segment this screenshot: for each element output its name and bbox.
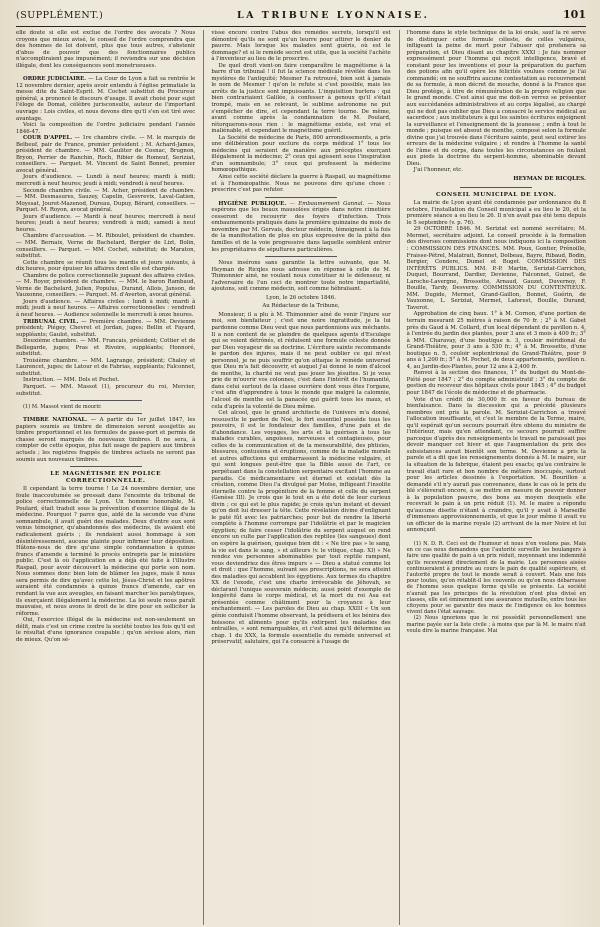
column-2 [203,30,390,925]
section-heading: HYGIÈNE PUBLIQUE. [218,200,287,207]
article-text: De quel droit vient-on faire comparaître le magnétisme à la barre d'un tribunal ! il fut la science médicale révélée dans les mystères de l'antiquité; Mesmer l'a retrouvé, bien soit à jamais le nom de Mesmer ! qu'on le refute si c'est possible, mais les arrêts de la justice sont impuissants. L'inquisition hurlera : qui bien contrariaient Galilée, à confesser à genoux qu'il s'était trompé, mais en se relevant, le sublime astronome ne put s'empêcher de dire, et cependant la terre tourne. De même, avant comme après la condamnation de M. Poulard, rétorquerons-nous rien : le magnétisme existe, est vrai et inaliénable, et cependant le magnétisme guérit. [211,62,391,135]
article-text: Troisième chambre. — MM. Lagrange, président; Chaley et Laurencet, juges; de Latour et de Fabrias, suppléants; Falconnet, substitut. [16,357,196,377]
article-text: 29 OCTOBRE 1846. M. Seriziat est nommé secrétaire; M. Mermet, secrétaire adjoint. Le conseil procède à la formation des diverses commissions dont nous indiquons ici la composition : COMMISSION DES FINANCES. MM. Poux, Gontier, Prénoille, Fraisse-Pétrel, Malatrait, Bonnet, Dolbeau, Bayre, Ribaud, Bodin, Bergier, Condere, Dumel et Buget. COMMISSION DES INTÉRÊTS PUBLICS. MM. P.-P. Martin, Seriziat-Carrichon, Duquet, Bourrand, Dardier, Devienne, Falconnet, Guinet, de Laroche-Lavergne, Brossette, Arnaud, Gauzet, Duvernoy, F. Bouille, Tardy, Desverny. COMMISSION DU CONTENTIEUX. MM. Dugide, Mermet, Grand-Gaillon, Bonnet, Guérin, de Vauxonne, L. Seriziat, Mermet, Laforest, Bouille, Durand, Taverot. [406,226,586,311]
footnote: (1) N. D. R. Ceci est de l'humour et nous n'en voulons pas. Mais en ce cas nous demandons que l'autorité surveille les boulangers à faire une qualité de pain à un prix réduit, moyennant une indemnité qu'ils recevraient directement de la mairie. Les personnes aisées continueraient à prendre au cours le pain de qualité supérieure, et l'autorité propre de tout le monde serait à couvert. Mais une fois pour toutes, qu'on rétablit-il les couvents ou qu'on nous débarrasse de l'homme sous quelque forme qu'elle se présente. La société n'aurait pas les principes de la révolution n'ont plus divisé en classes, elle est éminemment une assurance mutuelle, entre tous les citoyens pour se garantir des maux de l'indigence où les hommes vivent dans l'état sauvage. [406,541,586,616]
article-text: Il cependant la terre tourne ! Le 24 novembre dernier, une foule inaccoutumée se pressait dans l'enceinte du tribunal de police correctionnelle de Lyon. Un homme honorable, M. Poulard, était traduit sous la prévention d'exercice illégal de la médecine. Pourquoi ? parce que, aidé de la seconde vue d'une somnambule, il avait guéri des malades. Deux d'entre eux sont venus témoigner, qu'abandonnés des médecins, ils avaient été radicalement guéris ; ils rendaient aussi hommage à son désintéressement, aucune plainte pour infirmer leur déposition. Hâtons-nous de dire qu'une simple condamnation à quinze francs d'amende a terminé le procès entrepris par le ministère public. C'est là où l'application en a déjà été faite à l'illustre Raspail, pour avoir découvert la médecine qui porte son nom. Nous sommes donc bien loin de blâmer les juges, mais il nous sera permis de dire qu'avec cette loi, Jésus-Christ et les apôtres auraient été condamnés à quinze francs d'amende, car en rendant la vue aux aveugles, en faisant marcher les paralytiques, ils exerçaient illégalement la médecine. La loi seule nous paraît mauvaise, et nous avons le droit de le dire pour en solliciter la réforme. [16,486,196,617]
article-text: Jours d'audience. — Mardi à neuf heures; mercredi à neuf heures; jeudi à neuf heures; vendredi à midi; samedi à neuf heures. [16,213,196,233]
page-number: 101 [563,8,586,21]
article-text: La Société de médecine de Paris, 800 arrondissements, a pris une délibération pour exclure du corps médical 1° tous les médecins qui seraient de manière aux préceptes exerçant illégalement la médecine; 2° ceux qui agissent sous l'inspiration d'un somnambule; 3° ceux qui professent la médecine homœopathique. [211,134,391,174]
section-heading: ORDRE JUDICIAIRE. [23,76,87,83]
article-text: Ainsi cette société déclare la guerre à Raspail, au magnétisme et à l'homœopathie. Nous ne pouvons dire qu'une chose : prescrire c'est pas refuter. [211,174,391,194]
article-paragraph [16,76,195,122]
article-text: Cette chambre se réunit tous les mardis et jours suivants, à dix heures, pour épuiser les affaires dont elle est chargée. [16,259,196,273]
article-text: Seconde chambre civile. — M. Acher, président de chambre. — MM. Desmasures, Sauzey, Capelin, Gesvrevix, Laval-Gatien, Moyssat, Jouret-Mazenod, Dureau, Dupuy, Bérard, conseillers. — Parquet. M. Royon, avocat général. [16,187,196,214]
article-paragraph [16,417,195,463]
article-text: Nous insérons sans garantie la lettre suivante, que M. Heyman de Ricqles nous adresse en réponse à celle de M. Thimonnier ainé, ne voulant nous constituer ni le défenseur, ni l'adversaire de l'un ceci de montrer toute notre impartialité, ajoutons, soit comme médecin, soit comme hébraïsant. [211,260,391,293]
section-heading: CONSEIL MUNICIPAL DE LYON. [436,191,557,198]
newspaper-title: LA TRIBUNE LYONNAISE. [236,10,430,21]
page-header [16,8,586,27]
article-text: Parquet. — MM. Massot (1), procureur du roi, Mercier, substitut. [16,383,196,397]
divider [70,72,142,73]
column-3 [399,30,586,925]
article-text: Deuxième chambre. — MM. Francais, président; Cottier et de Bellegarde, juges; Pras et Rivoire, suppléants; Honnoré, substitut. [16,338,196,358]
article-text: Cet alcool, que le grand architecte de l'univers m'a donné, ressuscite le pardon de Noé, le fort essentiel possède tous les pouvoirs, il est le fondateur des familles, d'une paix et de d'abondance. Les voyages, les arts et la guérison à tous les malades curables, angoisses, nerveuses et contagieuses, pour celles de la communication et de la mensurabilité, des phtisies, blessures, contusions et éruptions, comme de la maladie morale et autres affections qui embarrassent la médecine vulgaire, et qui sont longues peut-être que la Bible aussi de l'art, ce perpétuant dans la constellation serpentaire excitant l'homme au paradis. Ce médicamentaire est éternel et existait dès la création, comme Dieu l'a divulgué par Moïse, infligeant l'insolite éternelle contre la progéniture de la femme et celle du serpent (Genèse III). Je crois que le tout en a été doté de leur curieux divin ; ce qui est le plus rapide; je crois qu'un instant et devant qu'on doit lui dresser la tête. Cette révélation divine d'enlignant le paté fût avec les patriarches; pour but de rendre la liberté complète à l'homme corrompu par l'idolâtrie et par le magicien égyptien; de faire cesser l'idolâtrie du serpent auquel on rend encore un culte par l'application des reptiles (les sangsues) dont on espère la guérison, quoique bien dit : « Ne tire pas » le sang, la vie est dans le sang, » et ailleurs (v. le vitique, chap. XI) « Ne rendez vos personnes abominables par tout reptile rampant, vous deviendriez des êtres impurs » — Dieu a statué comme loi et droit : que l'homme, suivant ses prescriptions, ne sera atteint des maladies qui accablent les égyptiens. Aux termes du chapitre XX de l'exode, c'est une charte irrévocable de Jéhovah, se déclarant l'unique souverain médecin; aussi point d'exemple de longévité dans le corps médical, et la mort du roi Asa est présentée comme châtiment pour la croyance à leur enchantement. — Les paroles de Dieu au chap. XXIII « Un son génie conduisit l'homme observant, la prédisera et les bénira des boissons et aliments pour qu'ils extirpent les maladies des entrailles, » sont remarquables, et c'est ainsi qu'il détermine au chap. 1 du XXX, la formule essentielle du remède universel et préservatif, salutaire, qui l'a consacré à l'usage de [211,410,391,646]
supplement-label: (SUPPLÉMENT.) [16,10,104,21]
letter-date: Lyon, le 26 octobre 1846. [266,294,336,301]
section-heading: LE MAGNÉTISME EN POLICE CORRECTIONNELLE. [50,471,162,484]
divider [70,400,142,401]
divider [265,256,337,257]
article-text: Oui, l'exercice illégal de la médecine est non-seulement un délit, mais c'est un crime contre la société toutes les fois qu'il est le résultat d'une ignorance coupable ; qu'on sévisse alors, rien de mieux. Qu'on sé- [16,617,196,643]
footnote: (2) Nous ignorions que le roi possédât personnellement une marine payée sur la liste civile ; à moins que par là M. le maire n'ait voulu dire la marine française. Mai [406,615,586,634]
article-text: Voici la composition de l'ordre judiciaire pendant l'année 1846-47. [16,122,196,135]
article-text: l'homme dans le style technique de la loi orale, sauf la ré serve de distinguer cette formule céleste, de celles vulgaires, infligeant la peine de mort pour l'abuser qui profanera sa préparation, et Dieu disant au chapitre XXXI : Je fais nommer expressément pour l'homme qui reçoit intelligence, bravé et constant pour les inventions et pour la préparation du parfum des potions afin qu'il opère les félicités voulues comme je l'ai commandé; on ne souffrira aucune contestation au recouvrement de sa formule, à mon décret de mouche, donné à la France que Dieu protège, à titre de rémunération de la propre religion que le grand monde. C'est ainsi que me doit-on verrez se présenter aux succédanées administratives et au corps légalisé, au chargé qui ne doit pas oublier que Dieu a consacré le service médical au sacerdoce ; aux instituteurs à qui les saintes écritures enjoignent la surveillance et l'enseignement de la jeunesse ; enfin à tout le monde ; puisque est absout de menthe, composé selon la formule divine que j'ai trouvée dans l'écriture sainte, peut seul extirer les erreurs de la médecine vulgaire ; et rendre à l'homme la santé de l'âme et du corps, dans toutes les circonstances on foulant aux pieds la doctrine du serpent-homme, abominable devant Dieu. [406,30,586,167]
footnote: (1) M. Massot vient de mourir. [23,404,102,411]
article-text: Chambre de police correctionnelle jugeant des affaires civiles. — M. Royer, président de chambre. — MM. le baron Rambaud, Verne de Bachelard, Julien, Populus, Durand, Allois, Janson, de Vauxonne, conseillers. — Parquet. M. d'Averton, avocat général. [16,272,196,299]
article-text: Renvoi à la section des finances, 1° du budget du Mont-de-Piété pour 1847 ; 2° du compte administratif ; 3° du compte de gestion du receveur des hôpitaux civils pour 1845 ; 4° du budget pour 1847 de l'école de médecine et de pharmacie. [406,370,586,396]
article-text: J'ai l'honneur, etc. [413,167,463,174]
text-columns [16,30,586,925]
article-text: — Première chambre. — MM. Devienne président; Piégey, Chevret et Jordan, juges; Bellin et Fayard, suppléants; Gaulot, substitut. [16,318,196,338]
section-heading: TRIBUNAL CIVIL. [23,318,79,325]
article-paragraph [16,319,195,339]
letter-signature: HEYMAN DE RICQLES. [513,176,586,183]
article-text: visse encore contre l'abus des remèdes secrets, lorsqu'il est démontré qu'ils ne sont qu'un leurre pour attirer le denier du pauvre. Mais lorsque les malades sont guéris, où est le dommage? et si le remède secret est utile, que la société l'achète à l'inventeur au lieu de le proscrire. [211,30,391,63]
letter-salutation: Au Rédacteur de la Tribune, [262,303,340,310]
article-text: Jours d'audience. — Lundi à neuf heures; mardi à midi; mercredi à neuf heures; jeudi à midi; vendredi à neuf heures. [16,174,196,188]
article-text: — La Cour de Lyon a fait sa rentrée le 12 novembre dernier, après avoir entendu à l'église primatiale la messe dite du Saint-Esprit. M. Cochet substitut du Procureur général, a prononcé le discours d'usage. Il avait choisi pour sujet l'éloge de Domat, célèbre jurisconsulte, auteur de l'important ouvrage : Lois civiles, et nous devons dire qu'il s'en est tiré avec avantage. [16,76,196,122]
divider [460,187,532,188]
article-text: Vote d'un crédit de 30,000 fr. en faveur du bureau de bienfaisance. Dans la discussion qui a précédé plusieurs membres ont pris la parole. M. Seriziat-Carrichon a trouvé l'allocation insuffisante, et c'est le membre de la Terme, maire, qu'il espérait qu'un secours pourrait être obtenu du ministre de l'intérieur, mais qu'en attendant, ce secours pourrait suffire parceque d'après des renseignements le travail ne paraissait pas devoir manquer cet hiver et que l'augmentation du prix des subsistances aurait bientôt son terme. M. Devienne a pris la parole et a dit que les renseignements donnés à M. le maire, sur la situation de la fabrique, étaient peu exacts; qu'au contraire le travail était rare et bon nombre de métiers inoccupés, surtout pour les articles dessinés à l'exportation. M. Bourillon a demandé s'il n'y aurait pas convenance, dans le cas où le prix du blé s'élèverait encore, à se mettre en mesure de pouvoir donner à la population pauvre, des bons au moyen desquels elle recevrait le pain à un prix réduit (1). M. le maire a répondu qu'aucune disette n'étant à craindre, qu'il y avait à Marseille d'immenses approvisionnements, et que le jour même il avait vu un officier de la marine royale (2) arrivant de la mer Noire et lui annonçant [406,396,586,534]
divider [265,197,337,198]
article-text: Jours d'audience. — Affaires civiles : lundi à midi; mardi à midi; jeudi à neuf heures. — Affaires correctionnelles : vendredi à neuf heures. — Audience solennelle le mercredi à onze heures. [16,298,196,318]
article-text: Chambre d'accusation. — M. Riboulet, président de chambre. — MM. Bernaix, Verne de Bachelard, Bergier de Lizt, Bolin, conseillers. — Parquet. — MM. Cochet, substitut; de Maraton, substitut. [16,233,196,260]
article-text: La mairie de Lyon ayant été condamnée par ordonnance du 8 octobre, l'installation du Conseil municipal a eu lieu le 20, et la première séance a eu lieu le 26. Il n'en avait pas été tenu depuis le 5 septembre (v. p. 76). [406,200,586,226]
article-text: — Nous espérons que les beaux mausolées érigés dans notre cimetière cesseront de recouvrir des foyers d'infection. Trois embaumements pratiqués dans la première quinzaine du mois de novembre par M. Gervais, docteur médecin, témoignent à la fois de la manifestation de plus en plus expressive de la piété des familles et de la voie progressive dans laquelle semblent entrer les propriétaires de sépultures particulières. [211,200,391,253]
article-text: — 1re chambre civile. — M. le marquis de Belbeuf, pair de France, premier président ; M. Achard-James, président de chambre. — MM. Gauliter de Cosnac, Brugnon, Bryon, Perrier de Ranchin, Roch, Ribier de Romeuf, Seriziat, conseillers. — Parquet. M. Vincent de Saint Bonnet, premier avocat général. [16,135,196,174]
article-paragraph [211,201,390,253]
column-1 [16,30,195,925]
divider [70,466,142,467]
article-text: — A partir du 1er juillet 1847, les papiers soumis au timbre de dimension seront assujettis au timbre proportionnel et les formules de passe-port et permis de chasse seront marqués de nouveaux timbres. Il ne sera, à compter de cette époque, plus fait usage de papiers aux timbres actuels ; les registres frappés de timbres actuels ne seront pas soumis aux nouveaux timbres. [16,417,196,463]
divider [70,413,142,414]
article-text: Monsieur, il a plu à M. Thimonnier ainé de venir l'injure sur moi, son bienfaiteur ; c'est une noire ingratitude, je la lui pardonne comme Dieu veut que nous pardonnions aux méchants. Il a non content de se plaindre de quelques agents d'Esculape qui se voient détrônés, et réduisent une formule céleste donnée par Dieu voyageur de sa doctrine. L'écriture sainte recommande le pardon des injures, mais il ne peut oublier ce qui m'est personnel, je ne puis souffrir qu'on attaque le remède universel que Dieu m'a fait découvrir, et auquel j'ai donné le nom d'alcool de menthe, la charité ne veut pas jouer les jésuites. Si je vous prie de m'ouvrir vos colonnes, c'est dans l'intérêt de l'humanité, dans celui surtout de la classe ouvrière dont vous êtes l'organe, c'est afin d'apprendre à tous le monde que malgré la calomnie, l'alcool de menthe est la panacée qui guérit tous les maux, et cela d'après la volonté de Dieu même. [211,311,391,410]
article-text: Instruction. — MM. Dols et Pochet. [23,377,120,384]
section-subheading: — Embaumement Gannal. [289,200,365,207]
article-text: Approbation de cinq baux. 1° à M. Cornon, d'une portion de terrain mesurant 25 mètres à raison de 70 fr. ; 2° à M. Gabet près du Gaud à M. Collard, d'un local dépendant du pavillon n. 4, à l'entrée du jardin des plantes, pour 3 ans et 3 mois à 400 fr.; 3° à MM. Charavay, d'une boutique n. 3, couloir méridional du Grand-Théâtre, pour 3 ans à 530 fr.; 4° à M. Brossette, d'une boutique n. 5, couloir septentrional du Grand-Théâtre, pour 9 ans à 1,200 fr.; 5° à M. Pochet, de deux appartements, pavillon n. 4, au Jardin-des-Plantes, pour 12 ans à 2,400 fr. [406,311,586,370]
article-paragraph [16,135,195,174]
divider [460,537,532,538]
article-text: elle doute si elle est exclue de l'ordre des avocats ? Nous croyons que mieux avisé, le conseil de l'ordre comprendra que des hommes de loi doivent, plus que tous autres, s'abstenir d'abus de pouvoir que des fonctionnaires publics n'accompliraient pas impunément; il reviendra sur une décision illégale, dont les conséquences sont monstrueuses. [16,30,196,69]
section-heading: COUR D'APPEL. [23,135,73,142]
section-heading: TIMBRE NATIONAL. [23,417,88,424]
